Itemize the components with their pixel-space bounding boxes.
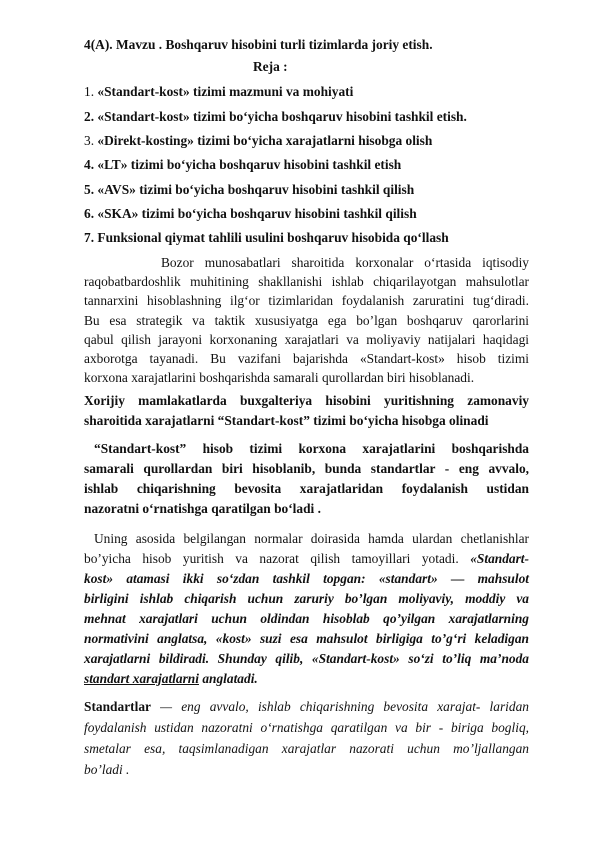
bold-paragraph-line: “Standart-kost” hisob tizimi korxona xarajatlarini boshqarishda bbox=[94, 441, 529, 456]
intro-line: raqobatbardoshlik muhitining shakllanishi ishlab chiqarilayotgan mahsulotlar bbox=[84, 274, 529, 289]
italic-tail: anglatadi. bbox=[198, 671, 258, 686]
intro-line: Bu esa strategik va taktik xususiyatga ega bo’lgan boshqaruv qarorlarini bbox=[84, 313, 529, 328]
plan-item-4 bbox=[84, 155, 401, 174]
plan-item-text: «LT» tizimi bo‘yicha boshqaruv hisobini tashkil etish bbox=[97, 157, 402, 172]
section-heading-line: sharoitida xarajatlarni “Standart-kost” tizimi bo‘yicha hisobga olinadi bbox=[84, 413, 489, 428]
final-text: — eng avvalo, ishlab chiqarishning bevosita xarajat- laridan bbox=[150, 699, 529, 714]
final-paragraph-line bbox=[84, 697, 529, 716]
mixed-paragraph-line: Uning asosida belgilangan normalar doirasida hamda ulardan chetlanishlar bbox=[94, 531, 529, 546]
intro-line: Bozor munosabatlari sharoitida korxonalar o‘rtasida iqtisodiy bbox=[161, 255, 529, 270]
plan-item-text: «SKA» tizimi bo‘yicha boshqaruv hisobini tashkil qilish bbox=[97, 206, 417, 221]
plan-item-7 bbox=[84, 228, 449, 247]
intro-line: qabul qilish jarayoni korxonaning xarajatlari va moliyaviy natijalari haqidagi bbox=[84, 332, 529, 347]
plan-item-number: 1. bbox=[84, 84, 95, 99]
italic-paragraph-line bbox=[84, 669, 258, 688]
plan-item-5 bbox=[84, 180, 414, 199]
plan-item-text: «AVS» tizimi bo‘yicha boshqaruv hisobini tashkil qilish bbox=[97, 182, 415, 197]
intro-line: axborotga tayanadi. Bu vazifani bajarishda «Standart-kost» hisob tizimi bbox=[84, 351, 529, 366]
plan-item-number: 6. bbox=[84, 206, 95, 221]
italic-paragraph-line: mehnat xarajatlari uchun oldindan hisoblab qo’yilgan xarajatlarning bbox=[84, 611, 529, 626]
bold-paragraph-line: nazoratni o‘rnatishga qaratilgan bo‘ladi . bbox=[84, 501, 321, 516]
intro-line: tannarxini hisoblashning ilg‘or tizimlaridan foydalanish zaruratini tug‘diradi. bbox=[84, 293, 529, 308]
plan-item-text: «Standart-kost» tizimi bo‘yicha boshqaruv hisobini tashkil etish. bbox=[97, 109, 467, 124]
plan-item-3 bbox=[84, 131, 432, 150]
intro-line: korxona xarajatlarini boshqarishda samarali qurollardan biri hisoblanadi. bbox=[84, 370, 475, 385]
lead-term: Standartlar bbox=[84, 699, 151, 714]
plan-item-2 bbox=[84, 107, 467, 126]
italic-term: «Standart- bbox=[470, 551, 529, 566]
topic-title: 4(A). Mavzu . Boshqaruv hisobini turli tizimlarda joriy etish. bbox=[84, 37, 433, 52]
underlined-phrase: standart xarajatlarni bbox=[84, 671, 199, 686]
plan-item-text: Funksional qiymat tahlili usulini boshqaruv hisobida qo‘llash bbox=[97, 230, 449, 245]
italic-paragraph-line: xarajatlarni bildiradi. Shunday qilib, «Standart-kost» so‘zi to’liq ma’noda bbox=[84, 651, 529, 666]
plan-item-6 bbox=[84, 204, 417, 223]
plan-item-number: 4. bbox=[84, 157, 95, 172]
plan-item-number: 2. bbox=[84, 109, 95, 124]
final-paragraph-line: smetalar esa, taqsimlanadigan xarajatlar nazorati uchun mo’ljallangan bbox=[84, 741, 529, 756]
final-paragraph-line: foydalanish ustidan nazoratni o‘rnatishga qaratilgan va bir - biriga bogliq, bbox=[84, 720, 529, 735]
plan-item-number: 3. bbox=[84, 133, 95, 148]
section-heading-line: Xorijiy mamlakatlarda buxgalteriya hisobini yuritishning zamonaviy bbox=[84, 393, 529, 408]
plan-item-text: «Direkt-kosting» tizimi bo‘yicha xarajatlarni hisobga olish bbox=[97, 133, 433, 148]
mixed-paragraph-line bbox=[84, 549, 529, 568]
plan-item-number: 7. bbox=[84, 230, 95, 245]
plan-item-text: «Standart-kost» tizimi mazmuni va mohiyati bbox=[97, 84, 354, 99]
italic-paragraph-line: birligini ishlab chiqarish uchun zaruriy bo’lgan moliyaviy, moddiy va bbox=[84, 591, 529, 606]
final-paragraph-line: bo’ladi . bbox=[84, 762, 130, 777]
plan-heading: Reja : bbox=[253, 59, 288, 74]
regular-text: bo’yicha hisob yuritish va nazorat qilish tamoyillari yotadi. bbox=[84, 551, 459, 566]
bold-paragraph-line: ishlab chiqarishning bevosita xarajatlaridan foydalanish ustidan bbox=[84, 481, 529, 496]
bold-paragraph-line: samarali qurollardan biri hisoblanib, bunda standartlar - eng avvalo, bbox=[84, 461, 529, 476]
plan-item-number: 5. bbox=[84, 182, 95, 197]
plan-item-1 bbox=[84, 82, 353, 101]
italic-paragraph-line: kost» atamasi ikki so‘zdan tashkil topgan: «standart» — mahsulot bbox=[84, 571, 529, 586]
italic-paragraph-line: normativini anglatsa, «kost» suzi esa mahsulot birligiga to’g‘ri keladigan bbox=[84, 631, 529, 646]
